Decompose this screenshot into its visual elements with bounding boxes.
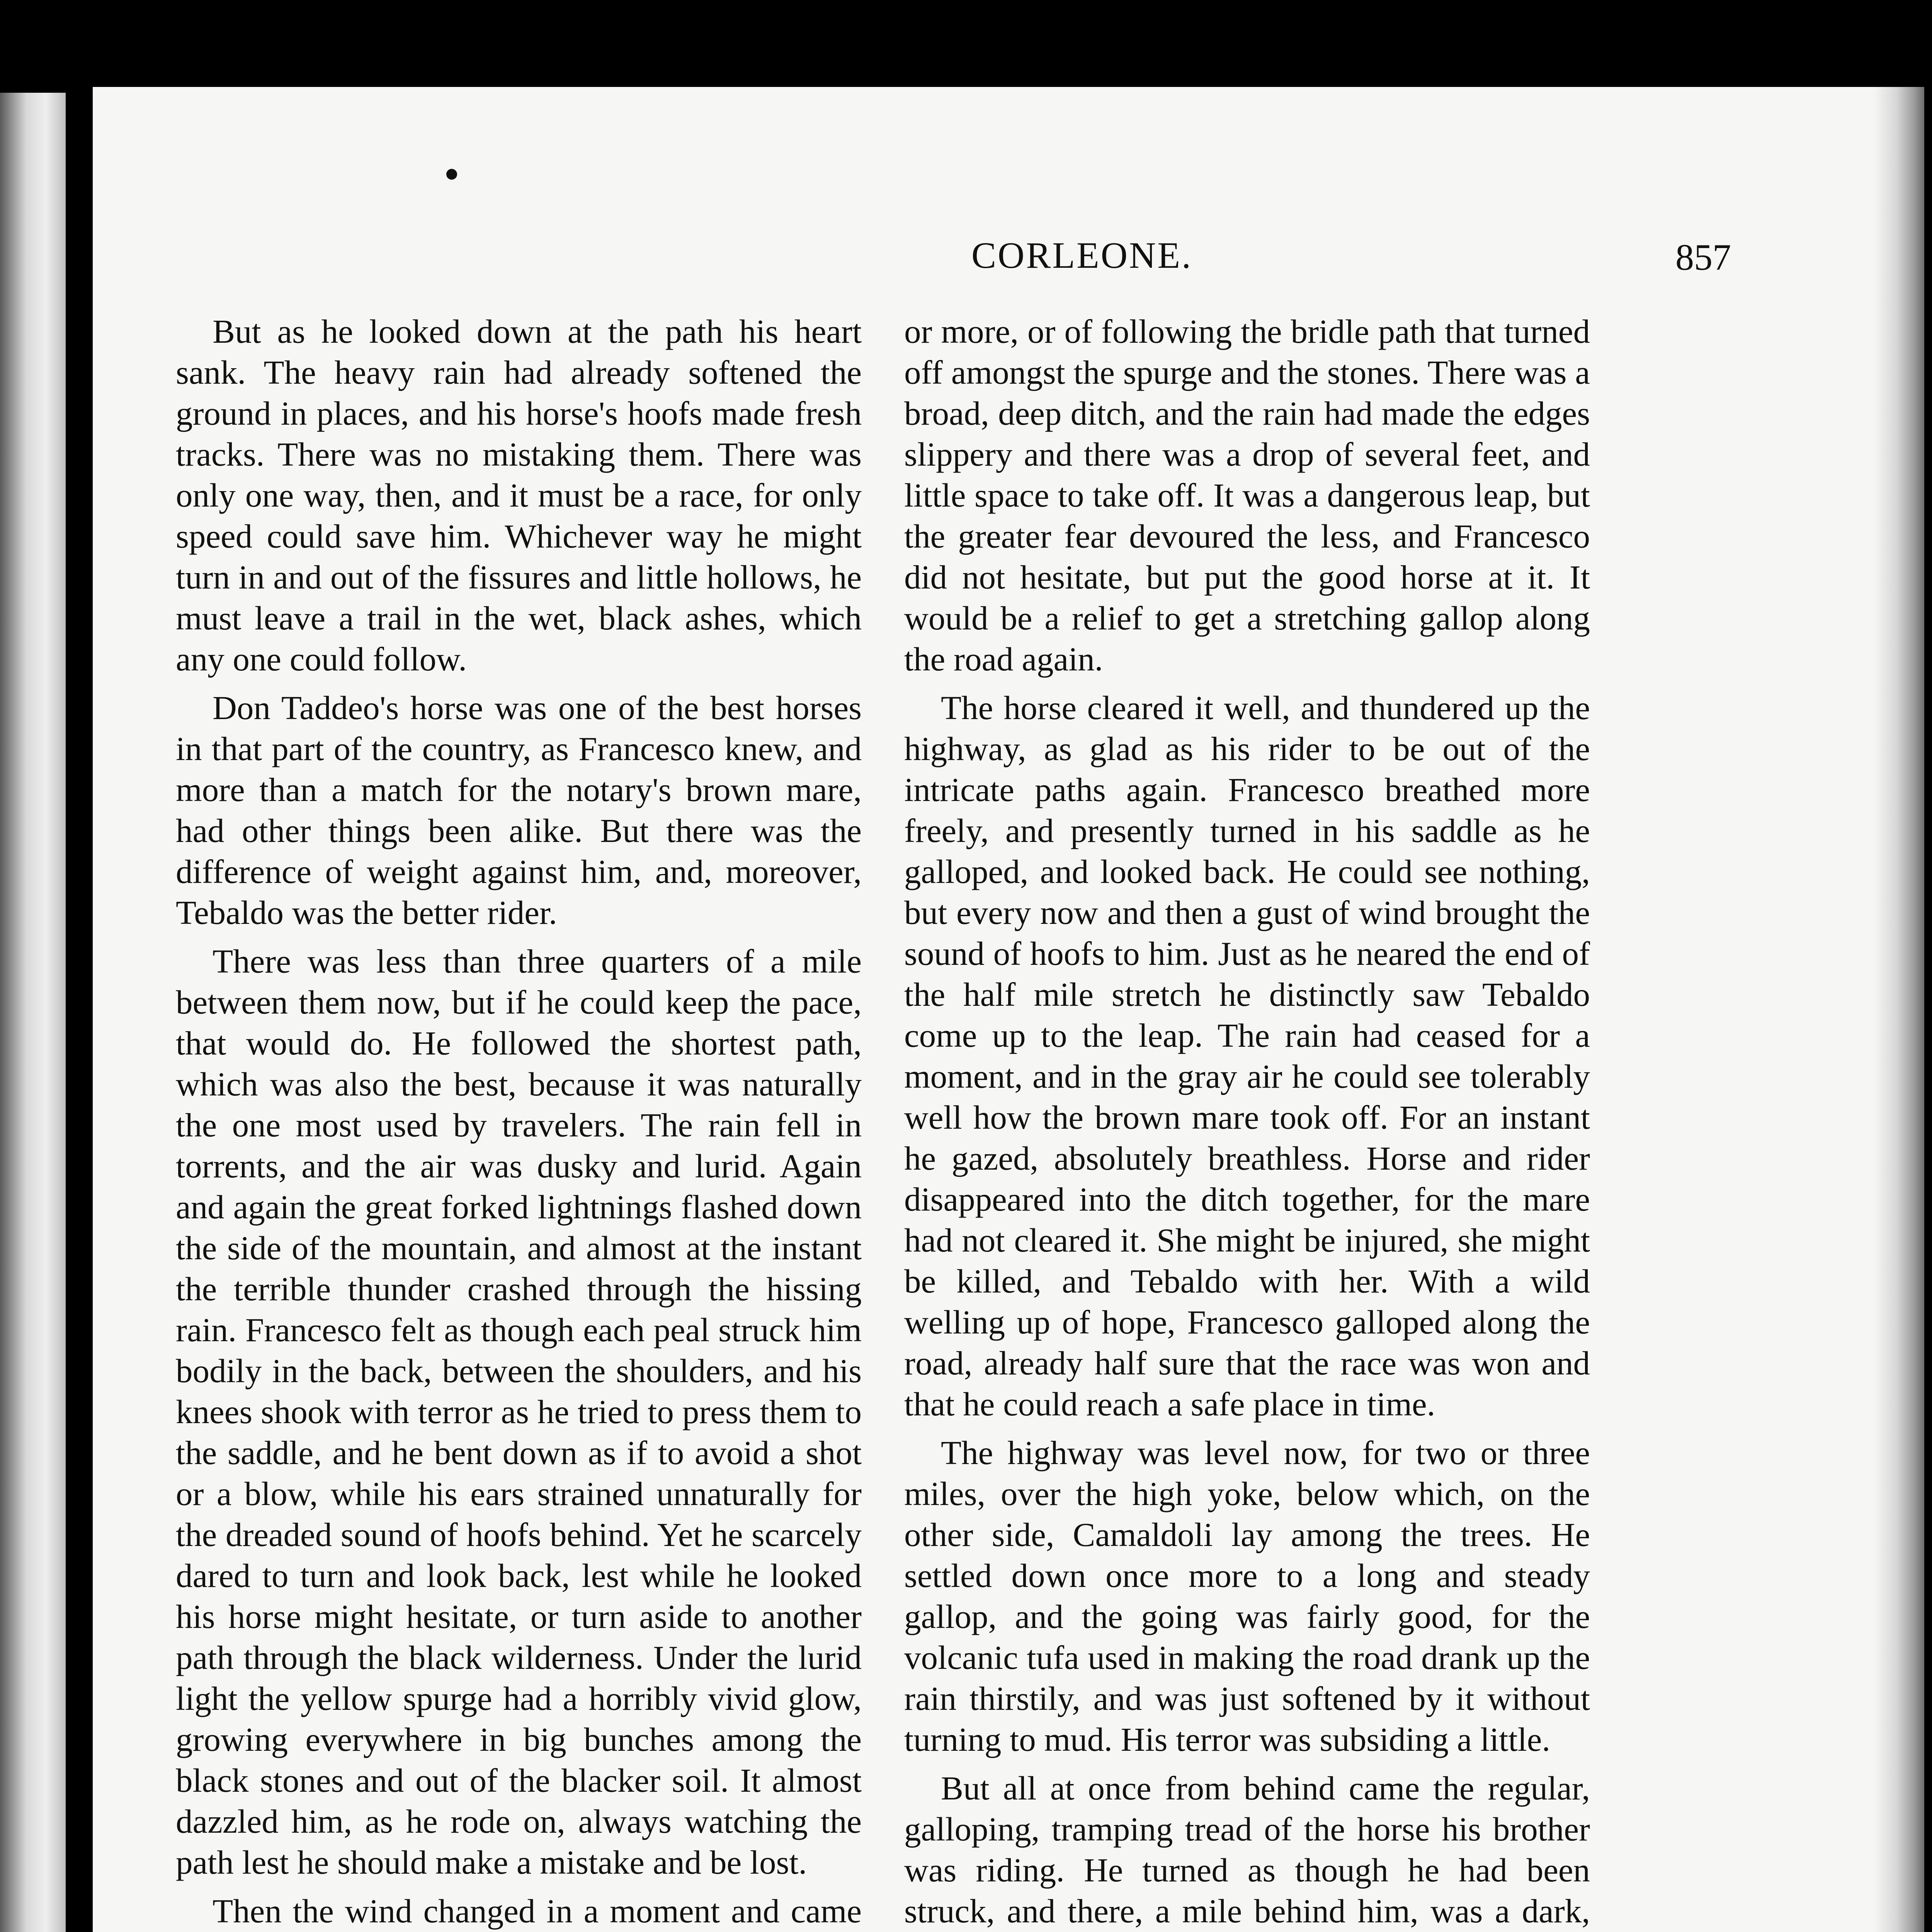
paragraph: But all at once from behind came the regular, galloping, tramping tread of the horse his brother was riding. He turned as though he had been struck, and there, a mile behind him, was a dark, (904, 1769, 1590, 1930)
running-head: CORLEONE. (971, 235, 1192, 276)
page-gutter-shadow (1874, 87, 1924, 1932)
ink-dot (446, 169, 457, 180)
paragraph: The highway was level now, for two or three miles, over the high yoke, below which, on the other side, Camaldoli lay among the trees. He settled down once more to a long and steady gallop, and the going was fairly good, for the volcanic tufa used in making the road drank up the rain thirstily, and was just softened by it without turning to mud. His terror was subsiding a little. (904, 1434, 1590, 1758)
paragraph: Don Taddeo's horse was one of the best horses in that part of the country, as Francesco knew, and more than a match for the notary's brown mare, had other things been alike. But there was the difference of weight against him, and, moreover, Tebaldo was the better rider. (176, 689, 862, 931)
paragraph: There was less than three quarters of a mile between them now, but if he could keep the pace, that would do. He followed the shortest path, which was also the best, because it was naturally the one most used by travelers. The rain fell in torrents, and the air was dusky and lurid. Again and again the great forked lightnings flashed down the side of the mountain, and almost at the instant the terrible thunder crashed through the hissing rain. Francesco felt as though each peal struck him bodily in the back, between the shoulders, and his knees shook with terror as he tried to press them to the saddle, and he bent down as if to avoid a shot or a blow, while his ears strained unnaturally for the dreaded sound of hoofs behind. Yet he scarcely dared to turn and look back, lest while he looked his horse might hesitate, or turn aside to another path through the black wilderness. Under the lurid light the yellow spurge had a horribly vivid glow, growing everywhere in big bunches among the black stones and out of the blacker soil. It almost dazzled him, as he rode on, always watching the path lest he should make a mistake and be lost. (176, 942, 862, 1881)
paragraph: Then the wind changed in a moment and came (213, 1892, 862, 1930)
paragraph: The horse cleared it well, and thundered up the highway, as glad as his rider to be out of the intricate paths again. Francesco breathed more freely, and presently turned in his saddle as he galloped, and looked back. He could see nothing, but every now and then a gust of wind brought the sound of hoofs to him. Just as he neared the end of the half mile stretch he distinctly saw Tebaldo come up to the leap. The rain had ceased for a moment, and in the gray air he could see tolerably well how the brown mare took off. For an instant he gazed, absolutely breathless. Horse and rider disappeared into the ditch together, for the mare had not cleared it. She might be injured, she might be killed, and Tebaldo with her. With a wild welling up of hope, Francesco galloped along the road, already half sure that the race was won and that he could reach a safe place in time. (904, 689, 1590, 1423)
adjacent-page-edge (0, 93, 66, 1932)
right-column (904, 311, 1590, 1932)
page-number: 857 (1675, 236, 1731, 278)
paragraph: or more, or of following the bridle path that turned off amongst the spurge and the stones. There was a broad, deep ditch, and the rain had made the edges slippery and there was a drop of several feet, and little space to take off. It was a dangerous leap, but the greater fear devoured the less, and Francesco did not hesitate, but put the good horse at it. It would be a relief to get a stretching gallop along the road again. (904, 313, 1590, 678)
left-column (176, 311, 862, 1932)
paragraph: But as he looked down at the path his heart sank. The heavy rain had already softened the ground in places, and his horse's hoofs made fresh tracks. There was no mistaking them. There was only one way, then, and it must be a race, for only speed could save him. Whichever way he might turn in and out of the fissures and little hollows, he must leave a trail in the wet, black ashes, which any one could follow. (176, 313, 862, 678)
